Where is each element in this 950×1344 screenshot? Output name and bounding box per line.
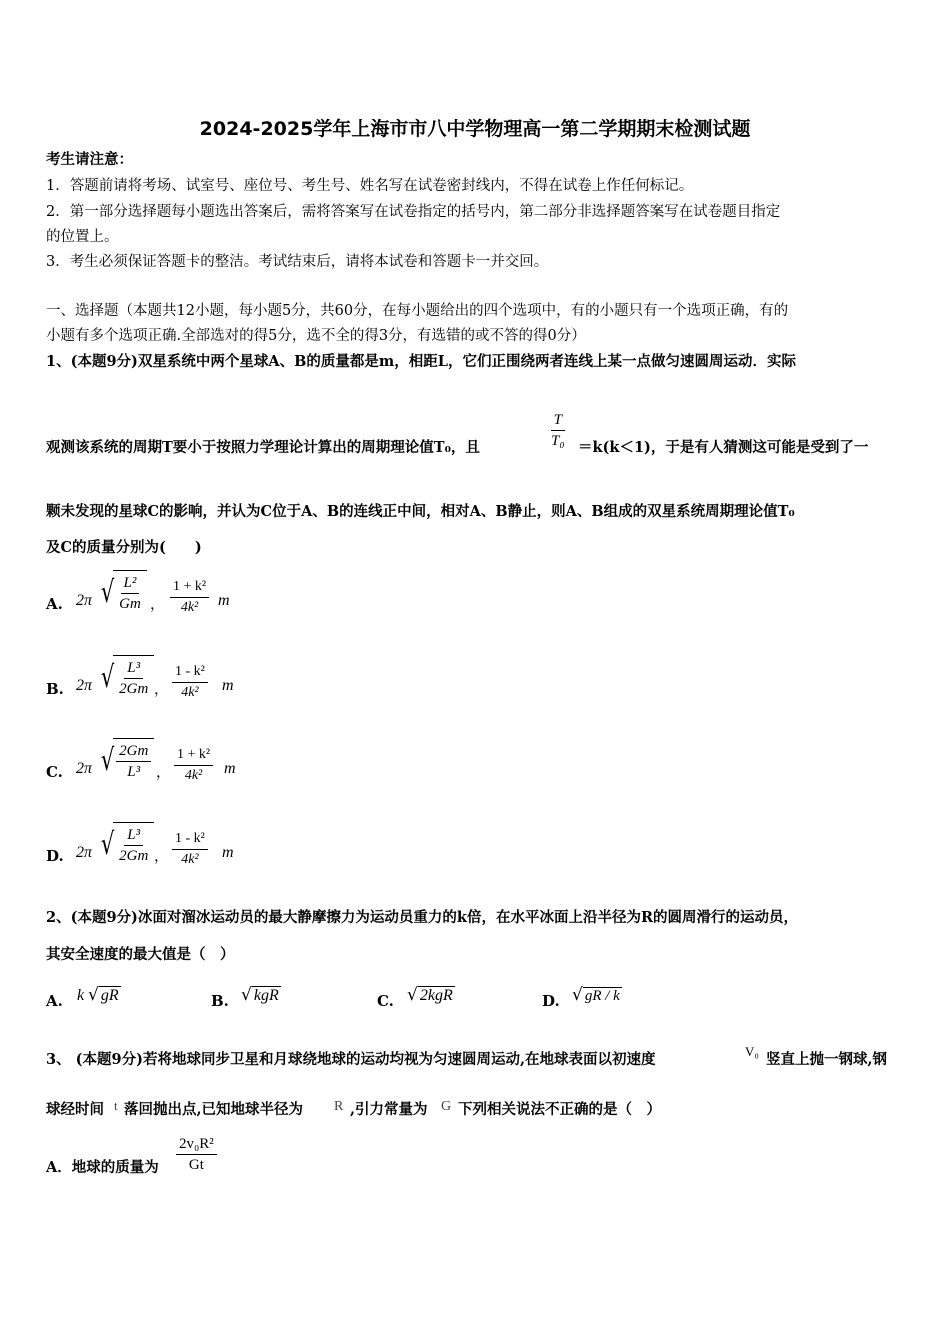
section-heading-line2: 小题有多个选项正确.全部选对的得5分，选不全的得3分，有选错的或不答的得0分） [46, 328, 586, 344]
mass-symbol: m [222, 844, 234, 861]
option-label: D. [46, 847, 64, 865]
mass-fraction [172, 662, 208, 703]
q3-line1a: 3、 (本题9分)若将地球同步卫星和月球绕地球的运动均视为匀速圆周运动,在地球表面以初速度 [46, 1051, 656, 1068]
rad-denominator: 2Gm [119, 848, 149, 864]
rad-denominator: Gm [119, 596, 141, 612]
q1-line2b: ＝k(k＜1)，于是有人猜测这可能是受到了一 [578, 439, 869, 456]
sqrt-icon: √ $\frac{\text{L²}}{Gm}$ [98, 570, 147, 616]
mass-symbol: m [222, 677, 234, 694]
mass-fraction [170, 577, 209, 618]
option-label: A. [46, 992, 63, 1010]
section-heading-line1: 一、选择题（本题共12小题，每小题5分，共60分，在每小题给出的四个选项中，有的小题只有一个选项正确，有的 [46, 303, 789, 319]
coef: 2π [76, 592, 93, 609]
notice-item-1: 1．答题前请将考场、试室号、座位号、考生号、姓名写在试卷密封线内，不得在试卷上作任何标记。 [46, 178, 694, 194]
option-label: C. [46, 763, 63, 781]
option-label: A. [46, 595, 63, 613]
separator: ， [150, 597, 165, 613]
q3-R: R [334, 1099, 344, 1114]
mass-numerator: 1 - k² [172, 662, 208, 683]
q3-t: t [114, 1098, 118, 1113]
sqrt-icon: √ $\frac{\text{L³}}{2Gm}$ [98, 822, 154, 868]
mass-numerator: 1 - k² [172, 829, 208, 850]
pre-factor: k [77, 987, 85, 1004]
page-title: 2024-2025学年上海市市八中学物理高一第二学期期末检测试题 [199, 118, 751, 140]
q3-G: G [441, 1099, 452, 1114]
coef: 2π [76, 677, 93, 694]
mass-denominator: 4k² [184, 768, 203, 783]
sqrt-icon: √ 2kgR [407, 985, 453, 1005]
radicand: kgR [253, 987, 279, 1004]
mass-numerator: 1 + k² [174, 745, 213, 766]
q1-ratio-numerator: T [551, 410, 565, 431]
radicand: 2kgR [419, 987, 453, 1004]
option-label: B. [211, 992, 229, 1010]
mass-denominator: 4k² [181, 852, 199, 867]
earth-mass-fraction [176, 1134, 217, 1175]
notice-item-2: 2．第一部分选择题每小题选出答案后，需将答案写在试卷指定的括号内，第二部分非选择题答案写在试卷题目指定 [46, 204, 781, 220]
q1-line2a: 观测该系统的周期T要小于按照力学理论计算出的周期理论值T₀，且 [46, 439, 480, 456]
coef: 2π [76, 844, 93, 861]
q3-line1b: 竖直上抛一钢球,钢 [766, 1051, 888, 1068]
coef: 2π [76, 760, 93, 777]
option-label: C. [377, 992, 394, 1010]
option-label: D. [542, 992, 560, 1010]
q2-line1: 2、(本题9分)冰面对溜冰运动员的最大静摩擦力为运动员重力的k倍，在水平冰面上沿半径为R的圆周滑行的运动员， [46, 909, 798, 926]
q1-ratio-fraction [548, 410, 568, 451]
mass-denominator: 4k² [181, 685, 199, 700]
option-a-text: A．地球的质量为 [46, 1159, 159, 1176]
radicand: gR / k [584, 988, 620, 1004]
sqrt-icon: √ gR [88, 985, 119, 1005]
separator: ， [156, 765, 171, 781]
mass-denominator: 4k² [180, 600, 199, 615]
q3-line2b: 落回抛出点,已知地球半径为 [124, 1101, 304, 1118]
option-label: B. [46, 680, 64, 698]
sqrt-icon: √ $\frac{2Gm}{\text{L³}}$ [98, 738, 154, 784]
mass-symbol: m [224, 760, 236, 777]
earth-mass-denominator: Gt [188, 1157, 204, 1173]
sqrt-icon: √ $\frac{\text{L³}}{2Gm}$ [98, 655, 154, 701]
separator: ， [154, 849, 169, 865]
q3-line2a: 球经时间 [46, 1101, 104, 1118]
notice-item-2-cont: 的位置上。 [46, 229, 119, 245]
q1-line1: 1、(本题9分)双星系统中两个星球A、B的质量都是m，相距L，它们正围绕两者连线上某一点做匀速圆周运动．实际 [46, 353, 796, 370]
rad-denominator: 2Gm [119, 681, 149, 697]
q1-line4: 及C的质量分别为( ) [46, 539, 202, 556]
radicand: gR [100, 987, 119, 1004]
q1-ratio-denominator: T₀ [551, 433, 565, 449]
rad-numerator: 2Gm [116, 741, 151, 762]
notice-heading: 考生请注意： [46, 151, 133, 168]
rad-denominator: L³ [127, 764, 141, 780]
sqrt-icon: √ kgR [241, 985, 279, 1005]
sqrt-icon: √ gR / k [572, 985, 620, 1005]
mass-numerator: 1 + k² [170, 577, 209, 598]
rad-numerator: L³ [124, 825, 143, 846]
mass-symbol: m [218, 592, 230, 609]
q3-line2d: 下列相关说法不正确的是（ ） [458, 1101, 661, 1118]
rad-numerator: L² [121, 573, 140, 594]
mass-fraction [174, 745, 213, 786]
earth-mass-numerator: 2v₀R² [176, 1134, 217, 1155]
q2-line2: 其安全速度的最大值是（ ） [46, 946, 235, 963]
q1-line3: 颗未发现的星球C的影响，并认为C位于A、B的连线正中间，相对A、B静止，则A、B组成的双星系统周期理论值T₀ [46, 503, 795, 520]
notice-item-3: 3．考生必须保证答题卡的整洁。考试结束后，请将本试卷和答题卡一并交回。 [46, 254, 549, 270]
mass-fraction [172, 829, 208, 870]
separator: ， [154, 682, 169, 698]
q3-v0: V₀ [745, 1044, 759, 1059]
rad-numerator: L³ [124, 658, 143, 679]
q3-line2c: ,引力常量为 [350, 1101, 428, 1118]
